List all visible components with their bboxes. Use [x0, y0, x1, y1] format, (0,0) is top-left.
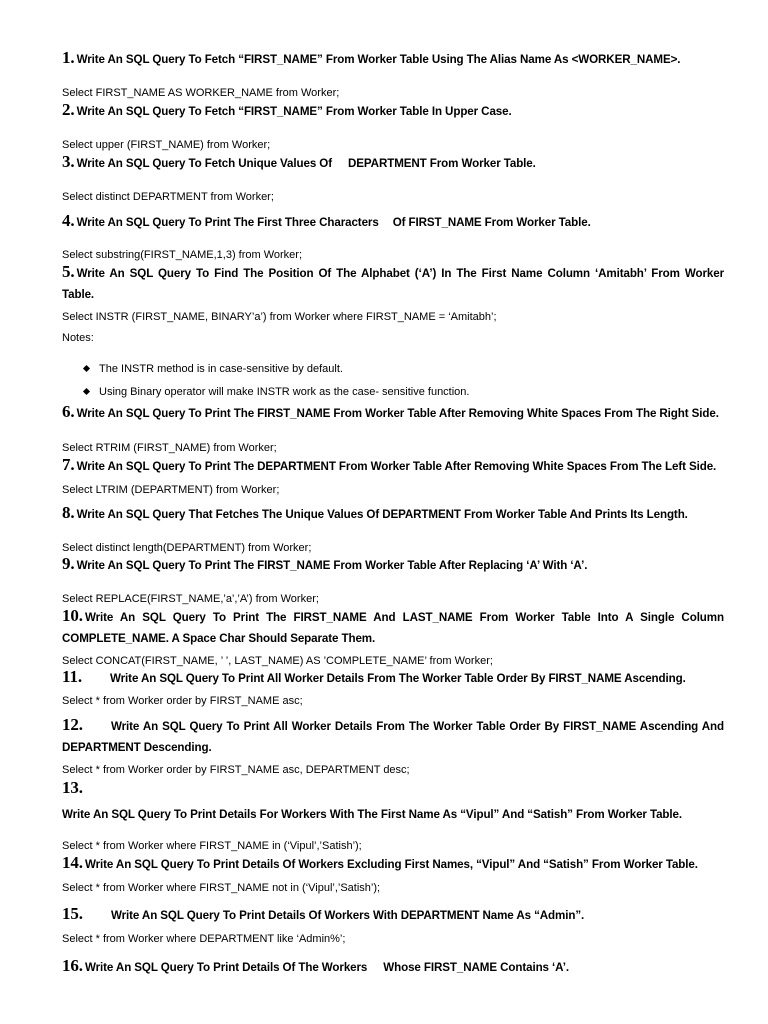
question-6: 6. Write An SQL Query To Print The FIRST_NAME From Worker Table After Removing White Spaces From The Right Side. [62, 402, 719, 421]
answer-9: Select REPLACE(FIRST_NAME,’a’,’A’) from Worker; [62, 593, 319, 605]
answer-15: Select * from Worker where DEPARTMENT like ‘Admin%’; [62, 933, 346, 945]
question-5-line-1: 5. Write An SQL Query To Find The Position Of The Alphabet (‘A’) In The First Name Column ‘Amitabh’ From Worker [62, 262, 724, 281]
question-1: 1. Write An SQL Query To Fetch “FIRST_NAME” From Worker Table Using The Alias Name As <WORKER_NAME>. [62, 48, 681, 67]
question-10-line-2: COMPLETE_NAME. A Space Char Should Separate Them. [62, 632, 376, 645]
question-8: 8. Write An SQL Query That Fetches The Unique Values Of DEPARTMENT From Worker Table And Prints Its Length. [62, 503, 688, 522]
note-bullet-1: The INSTR method is in case-sensitive by default. [84, 362, 343, 376]
answer-6: Select RTRIM (FIRST_NAME) from Worker; [62, 442, 277, 454]
answer-4: Select substring(FIRST_NAME,1,3) from Worker; [62, 249, 303, 261]
answer-8: Select distinct length(DEPARTMENT) from Worker; [62, 542, 312, 554]
notes-label: Notes: [62, 332, 94, 344]
question-7: 7. Write An SQL Query To Print The DEPARTMENT From Worker Table After Removing White Spaces From The Left Side. [62, 455, 717, 474]
question-14: 14. Write An SQL Query To Print Details Of Workers Excluding First Names, “Vipul” And “Satish” From Worker Table. [62, 853, 698, 872]
answer-7: Select LTRIM (DEPARTMENT) from Worker; [62, 484, 280, 496]
note-bullet-2: Using Binary operator will make INSTR work as the case- sensitive function. [84, 385, 469, 399]
answer-5: Select INSTR (FIRST_NAME, BINARY’a’) from Worker where FIRST_NAME = ‘Amitabh’; [62, 311, 497, 323]
answer-1: Select FIRST_NAME AS WORKER_NAME from Worker; [62, 87, 340, 99]
question-13: Write An SQL Query To Print Details For Workers With The First Name As “Vipul” And “Satish” From Worker Table. [62, 808, 683, 821]
question-4: 4. Write An SQL Query To Print The First Three Characters Of FIRST_NAME From Worker Table. [62, 211, 591, 230]
answer-11: Select * from Worker order by FIRST_NAME asc; [62, 695, 303, 707]
question-2: 2. Write An SQL Query To Fetch “FIRST_NAME” From Worker Table In Upper Case. [62, 100, 512, 119]
question-9: 9. Write An SQL Query To Print The FIRST_NAME From Worker Table After Replacing ‘A’ With ‘A’. [62, 554, 588, 573]
bullet-icon [83, 365, 90, 372]
answer-14: Select * from Worker where FIRST_NAME not in (‘Vipul’,’Satish’); [62, 882, 381, 894]
question-3: 3. Write An SQL Query To Fetch Unique Values Of DEPARTMENT From Worker Table. [62, 152, 536, 171]
question-10-line-1: 10. Write An SQL Query To Print The FIRST_NAME And LAST_NAME From Worker Table Into A Single Column [62, 606, 724, 625]
answer-3: Select distinct DEPARTMENT from Worker; [62, 191, 274, 203]
question-16: 16. Write An SQL Query To Print Details Of The Workers Whose FIRST_NAME Contains ‘A’. [62, 956, 570, 975]
question-5-line-2: Table. [62, 288, 95, 301]
answer-2: Select upper (FIRST_NAME) from Worker; [62, 139, 271, 151]
question-11: 11. Write An SQL Query To Print All Worker Details From The Worker Table Order By FIRST_NAME Ascending. [62, 667, 686, 686]
question-13-number: 13. [62, 778, 83, 797]
answer-12: Select * from Worker order by FIRST_NAME asc, DEPARTMENT desc; [62, 764, 410, 776]
answer-10: Select CONCAT(FIRST_NAME, ’ ’, LAST_NAME) AS ’COMPLETE_NAME’ from Worker; [62, 655, 493, 667]
question-15: 15. Write An SQL Query To Print Details Of Workers With DEPARTMENT Name As “Admin”. [62, 904, 585, 923]
bullet-icon [83, 388, 90, 395]
answer-13: Select * from Worker where FIRST_NAME in (‘Vipul’,’Satish’); [62, 840, 362, 852]
question-12-line-2: DEPARTMENT Descending. [62, 741, 212, 754]
question-12-line-1: 12. Write An SQL Query To Print All Worker Details From The Worker Table Order By FIRST_NAME Ascending And [62, 715, 724, 734]
